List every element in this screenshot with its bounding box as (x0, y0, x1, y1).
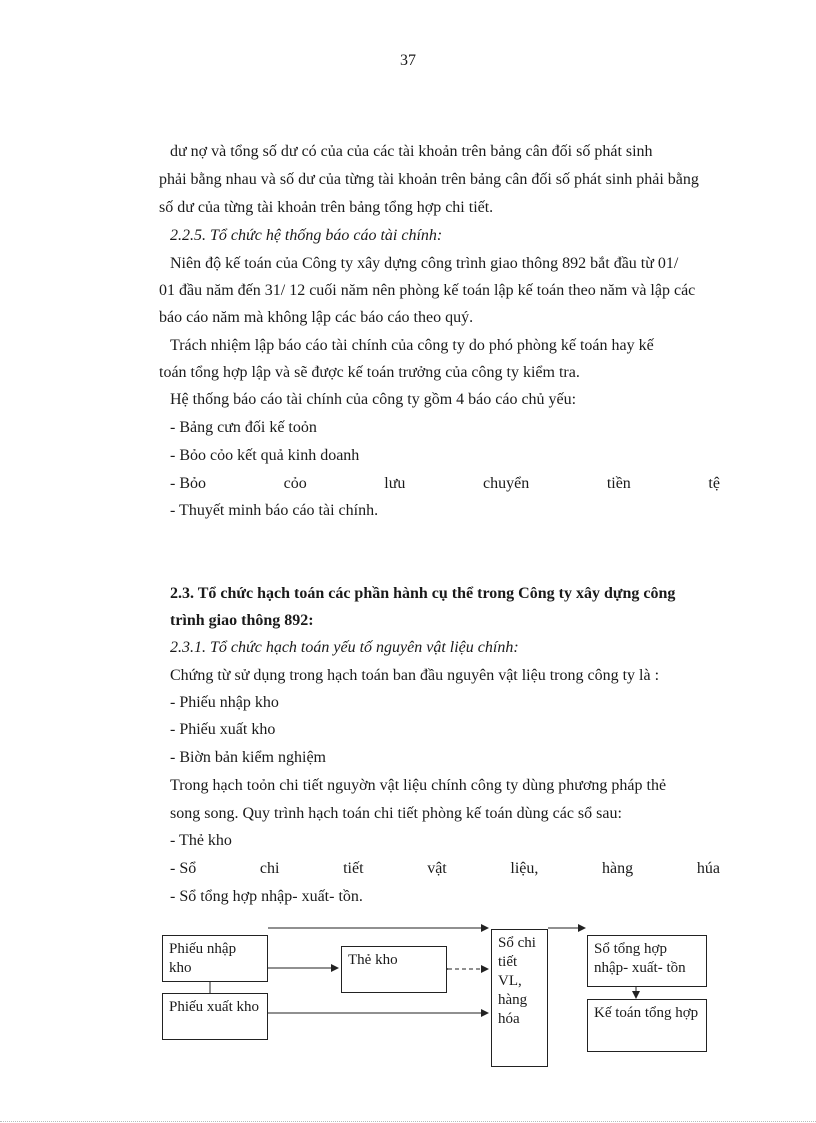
ledger-item-3: - Sổ tổng hợp nhập- xuất- tồn. (170, 888, 363, 905)
ledger-item-2-word: húa (696, 860, 720, 877)
para1-line2: phải bằng nhau và số dư của từng tài khoản trên bảng cân đối số phát sinh phải bằng (159, 171, 699, 188)
para6-line1: Trong hạch toỏn chi tiết nguyờn vật liệu chính công ty dùng phương pháp thẻ (170, 777, 667, 794)
box-ke-toan-tong-hop: Kế toán tổng hợp (587, 999, 707, 1052)
page-number: 37 (400, 52, 416, 69)
heading-2-3-line1: 2.3. Tổ chức hạch toán các phần hành cụ thể trong Công ty xây dựng công (170, 585, 676, 602)
document-item-3: - Biờn bản kiểm nghiệm (170, 749, 326, 766)
para1-line1: dư nợ và tổng số dư có của của các tài khoản trên bảng cân đối số phát sinh (170, 143, 653, 160)
report-item-3-word: tệ (708, 475, 720, 492)
ledger-item-2-word: hàng (602, 860, 634, 877)
para2-line1: Niên độ kế toán của Công ty xây dựng công trình giao thông 892 bắt đầu từ 01/ (170, 255, 679, 272)
document-item-1: - Phiếu nhập kho (170, 694, 279, 711)
ledger-item-2-word: chi (259, 860, 280, 877)
report-item-3-word: tiền (606, 475, 631, 492)
heading-2-2-5: 2.2.5. Tổ chức hệ thống báo cáo tài chính: (170, 227, 443, 244)
ledger-item-1: - Thẻ kho (170, 832, 232, 849)
document-item-2: - Phiếu xuất kho (170, 721, 276, 738)
para4: Hệ thống báo cáo tài chính của công ty gồm 4 báo cáo chủ yếu: (170, 391, 577, 408)
para3-line1: Trách nhiệm lập báo cáo tài chính của công ty do phó phòng kế toán hay kế (170, 337, 654, 354)
report-item-3-word: - Bỏo (170, 475, 206, 492)
box-so-tong-hop: Sổ tổng hợp nhập- xuất- tồn (587, 935, 707, 987)
box-so-chi-tiet: Sổ chi tiết VL, hàng hóa (491, 929, 548, 1067)
box-phieu-nhap-kho: Phiếu nhập kho (162, 935, 268, 982)
report-item-4: - Thuyết minh báo cáo tài chính. (170, 502, 379, 519)
para1-line3: số dư của từng tài khoản trên bảng tổng hợp chi tiết. (159, 199, 494, 216)
para2-line2: 01 đầu năm đến 31/ 12 cuối năm nên phòng kế toán lập kế toán theo năm và lập các (159, 282, 696, 299)
heading-2-3-1: 2.3.1. Tổ chức hạch toán yếu tố nguyên vật liệu chính: (170, 639, 519, 656)
ledger-item-2-word: liệu, (510, 860, 539, 877)
report-item-3-word: chuyển (483, 475, 530, 492)
box-phieu-xuat-kho: Phiếu xuất kho (162, 993, 268, 1040)
report-item-3-word: cỏo (283, 475, 307, 492)
heading-2-3-line2: trình giao thông 892: (170, 612, 314, 629)
report-item-1: - Bảng cưn đối kế toỏn (170, 419, 317, 436)
ledger-item-2-word: vật (427, 860, 447, 877)
report-item-2: - Bỏo cỏo kết quả kinh doanh (170, 447, 360, 464)
box-the-kho: Thẻ kho (341, 946, 447, 993)
page-bottom-rule (0, 1121, 816, 1122)
para2-line3: báo cáo năm mà không lập các báo cáo theo quý. (159, 309, 474, 326)
para5: Chứng từ sử dụng trong hạch toán ban đầu nguyên vật liệu trong công ty là : (170, 667, 660, 684)
report-item-3-word: lưu (384, 475, 406, 492)
para3-line2: toán tổng hợp lập và sẽ được kế toán trưởng của công ty kiểm tra. (159, 364, 580, 381)
ledger-item-2-word: - Sổ (170, 860, 197, 877)
para6-line2: song song. Quy trình hạch toán chi tiết phòng kế toán dùng các sổ sau: (170, 805, 622, 822)
ledger-item-2-word: tiết (343, 860, 364, 877)
